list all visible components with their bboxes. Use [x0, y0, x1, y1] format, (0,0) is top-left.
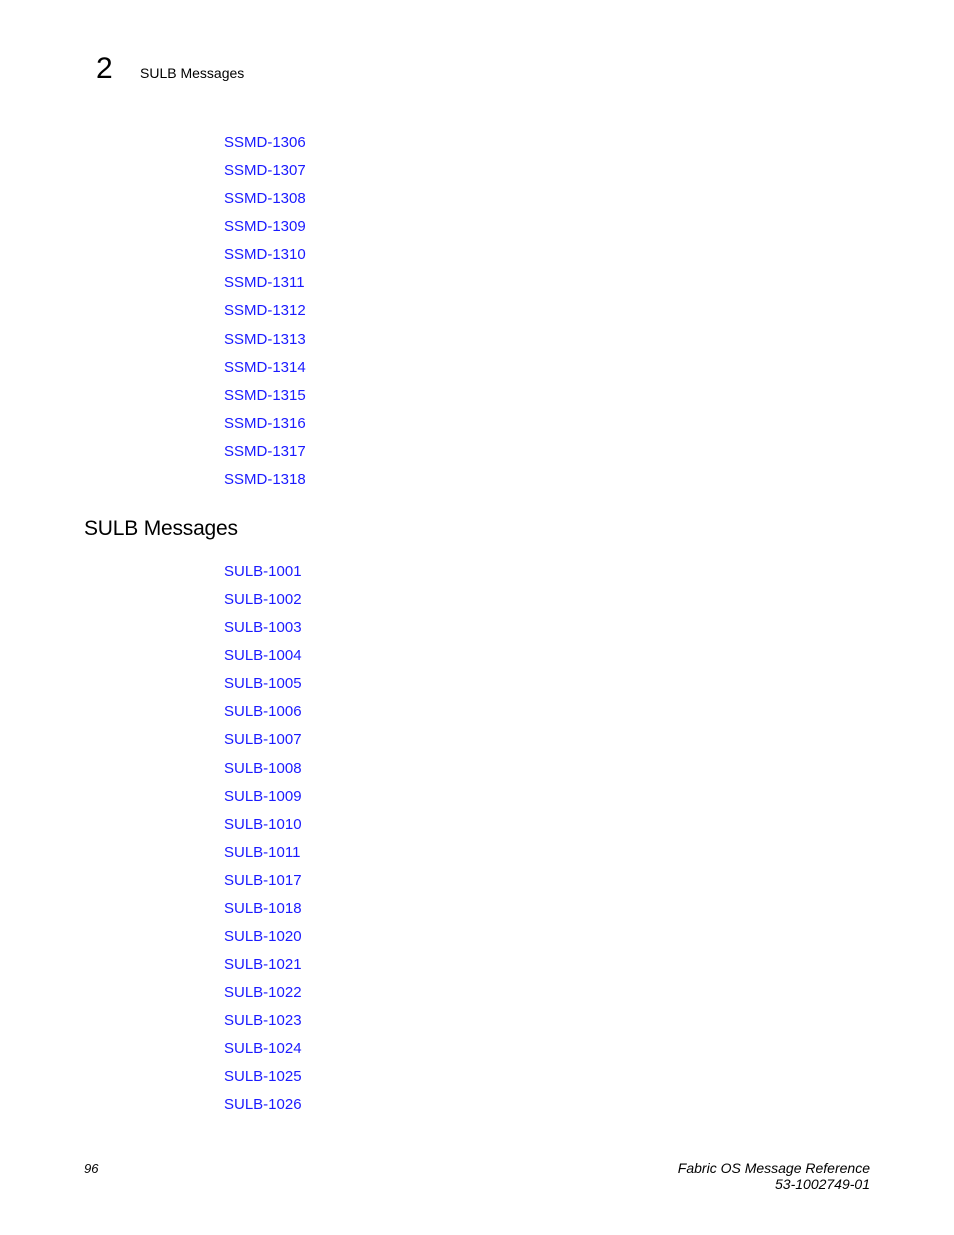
sulb-link[interactable]: SULB-1021	[224, 956, 302, 974]
sulb-link[interactable]: SULB-1008	[224, 759, 302, 777]
sulb-link[interactable]: SULB-1001	[224, 563, 302, 580]
list-item	[224, 984, 302, 1012]
ssmd-link[interactable]: SSMD-1308	[224, 190, 306, 208]
section-heading: SULB Messages	[84, 517, 238, 540]
sulb-link[interactable]: SULB-1024	[224, 1040, 302, 1058]
list-item	[224, 1096, 302, 1124]
sulb-link[interactable]: SULB-1009	[224, 787, 302, 805]
list-item	[224, 1040, 302, 1068]
list-item	[224, 359, 306, 387]
list-item	[224, 591, 302, 619]
ssmd-link[interactable]: SSMD-1317	[224, 442, 306, 460]
list-item	[224, 274, 306, 302]
list-item	[224, 1012, 302, 1040]
footer-doc-info	[678, 1160, 870, 1192]
list-item	[224, 443, 306, 471]
list-item	[224, 190, 306, 218]
list-item	[224, 900, 302, 928]
sulb-link-list	[224, 563, 302, 1125]
sulb-link[interactable]: SULB-1007	[224, 731, 302, 749]
ssmd-link[interactable]: SSMD-1309	[224, 218, 306, 236]
ssmd-link[interactable]: SSMD-1316	[224, 414, 306, 432]
running-header-title: SULB Messages	[140, 65, 245, 81]
footer-doc-number: 53-1002749-01	[775, 1176, 870, 1192]
list-item	[224, 134, 306, 162]
ssmd-link[interactable]: SSMD-1310	[224, 246, 306, 264]
list-item	[224, 731, 302, 759]
sulb-link[interactable]: SULB-1022	[224, 984, 302, 1002]
ssmd-link-list	[224, 134, 306, 499]
ssmd-link[interactable]: SSMD-1314	[224, 358, 306, 376]
list-item	[224, 675, 302, 703]
sulb-link[interactable]: SULB-1003	[224, 619, 302, 637]
list-item	[224, 647, 302, 675]
ssmd-link[interactable]: SSMD-1311	[224, 274, 305, 292]
list-item	[224, 788, 302, 816]
footer-doc-title: Fabric OS Message Reference	[677, 1160, 870, 1176]
list-item	[224, 415, 306, 443]
ssmd-link[interactable]: SSMD-1306	[224, 134, 306, 151]
list-item	[224, 387, 306, 415]
sulb-link[interactable]: SULB-1025	[224, 1068, 302, 1086]
list-item	[224, 302, 306, 330]
list-item	[224, 816, 302, 844]
list-item	[224, 1068, 302, 1096]
sulb-link[interactable]: SULB-1004	[224, 647, 302, 665]
sulb-link[interactable]: SULB-1018	[224, 899, 302, 917]
list-item	[224, 928, 302, 956]
list-item	[224, 844, 302, 872]
sulb-link[interactable]: SULB-1002	[224, 591, 302, 609]
sulb-link[interactable]: SULB-1020	[224, 928, 302, 946]
sulb-link[interactable]: SULB-1017	[224, 871, 302, 889]
sulb-link[interactable]: SULB-1010	[224, 815, 302, 833]
ssmd-link[interactable]: SSMD-1307	[224, 162, 306, 180]
list-item	[224, 703, 302, 731]
list-item	[224, 331, 306, 359]
sulb-link[interactable]: SULB-1011	[224, 843, 301, 861]
sulb-link[interactable]: SULB-1023	[224, 1012, 302, 1030]
list-item	[224, 218, 306, 246]
list-item	[224, 760, 302, 788]
chapter-number: 2	[96, 52, 113, 85]
footer-page-number: 96	[84, 1161, 99, 1176]
list-item	[224, 619, 302, 647]
list-item	[224, 872, 302, 900]
ssmd-link[interactable]: SSMD-1312	[224, 302, 306, 320]
sulb-link[interactable]: SULB-1005	[224, 675, 302, 693]
list-item	[224, 162, 306, 190]
list-item	[224, 471, 306, 499]
list-item	[224, 956, 302, 984]
list-item	[224, 563, 302, 591]
ssmd-link[interactable]: SSMD-1318	[224, 470, 306, 488]
sulb-link[interactable]: SULB-1026	[224, 1096, 302, 1114]
ssmd-link[interactable]: SSMD-1315	[224, 386, 306, 404]
list-item	[224, 246, 306, 274]
ssmd-link[interactable]: SSMD-1313	[224, 330, 306, 348]
sulb-link[interactable]: SULB-1006	[224, 703, 302, 721]
